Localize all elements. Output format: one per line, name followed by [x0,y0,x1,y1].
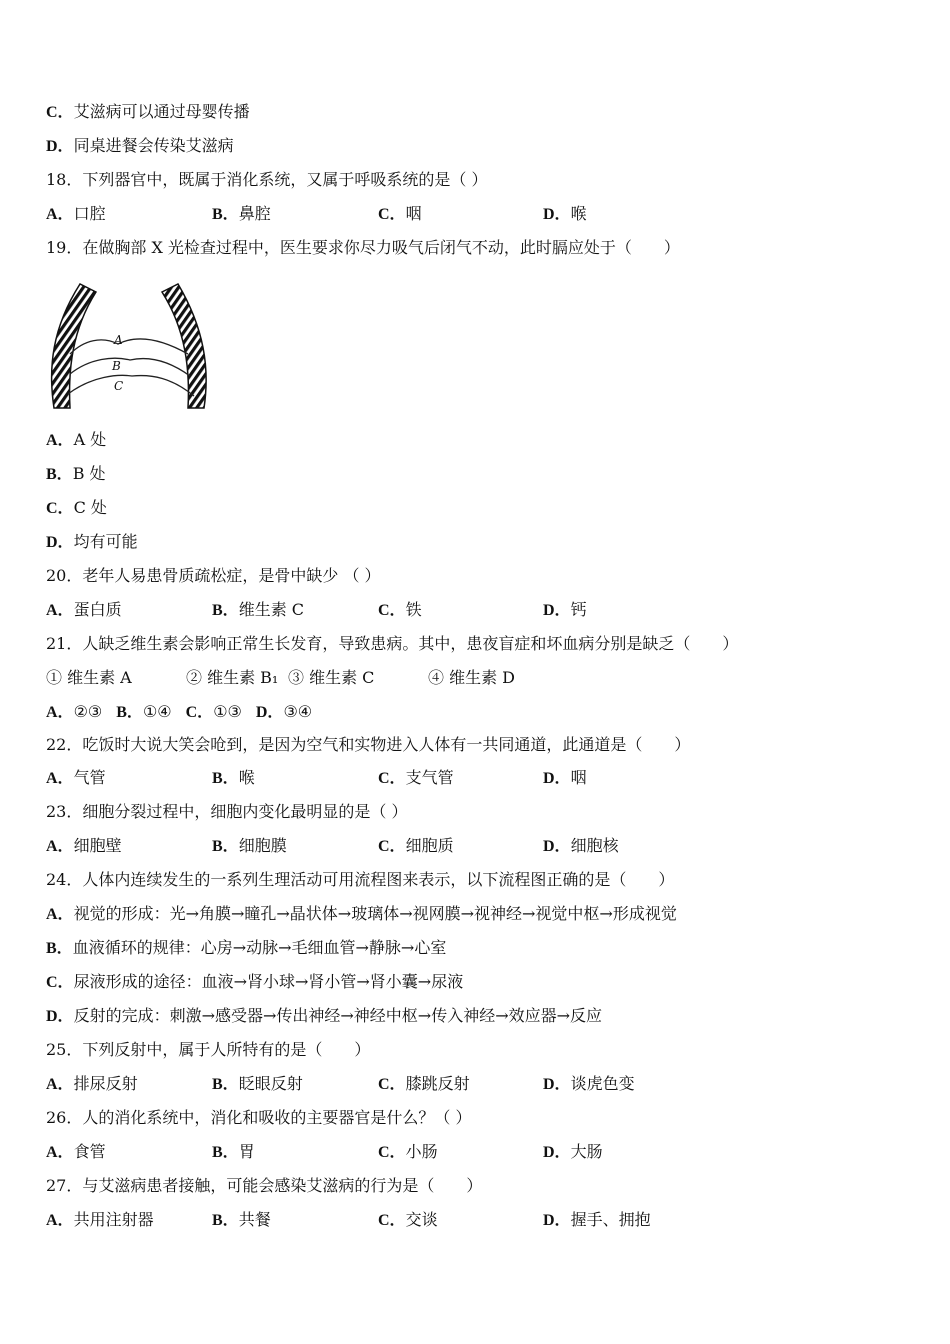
q21-item-2: ② 维生素 B₁ [186,668,279,687]
q25-option-b: B．眨眼反射 [212,1074,303,1093]
thorax-diaphragm-figure [44,278,214,413]
q23-option-a: A．细胞壁 [46,836,122,855]
q23-option-b: B．细胞膜 [212,836,287,855]
q18-stem: 18．下列器官中，既属于消化系统，又属于呼吸系统的是（ ） [46,170,488,189]
q24-option-c: C．尿液形成的途径：血液→肾小球→肾小管→肾小囊→尿液 [46,972,464,991]
q27-option-b: B．共餐 [212,1210,271,1229]
diaphragm-line-c [68,375,194,396]
q19-option-d: D．均有可能 [46,532,138,551]
q21-stem: 21．人缺乏维生素会影响正常生长发育，导致患病。其中，患夜盲症和坏血病分别是缺乏（ ） [46,634,739,653]
q20-option-b: B．维生素 C [212,600,305,619]
q25-option-d: D．谈虎色变 [543,1074,635,1093]
q27-option-a: A．共用注射器 [46,1210,154,1229]
q27-stem: 27．与艾滋病患者接触，可能会感染艾滋病的行为是（ ） [46,1176,483,1195]
q18-option-b: B．鼻腔 [212,204,271,223]
figure-label-a: A [114,333,123,347]
q17-option-c: C．艾滋病可以通过母婴传播 [46,102,250,121]
q27-option-d: D．握手、拥抱 [543,1210,651,1229]
q21-option-a: A．②③ [46,702,103,721]
q22-stem: 22．吃饭时大说大笑会呛到，是因为空气和实物进入人体有一共同通道，此通道是（ ） [46,735,691,754]
figure-label-c: C [114,379,124,393]
q21-item-1: ① 维生素 A [46,668,132,687]
q21-option-c: C．①③ [185,702,242,721]
q17-option-d: D．同桌进餐会传染艾滋病 [46,136,234,155]
q21-item-3: ③ 维生素 C [288,668,375,687]
q25-option-a: A．排尿反射 [46,1074,138,1093]
q25-stem: 25．下列反射中，属于人所特有的是（ ） [46,1040,371,1059]
q19-option-b: B．B 处 [46,464,106,483]
q18-option-c: C．咽 [378,204,422,223]
q20-option-a: A．蛋白质 [46,600,122,619]
q21-option-b: B．①④ [116,702,172,721]
q19-stem: 19．在做胸部 X 光检查过程中，医生要求你尽力吸气后闭气不动，此时膈应处于（ ） [46,238,680,257]
q23-option-c: C．细胞质 [378,836,454,855]
q24-stem: 24．人体内连续发生的一系列生理活动可用流程图来表示，以下流程图正确的是（ ） [46,870,675,889]
q21-option-d: D．③④ [255,702,313,721]
q24-option-b: B．血液循环的规律：心房→动脉→毛细血管→静脉→心室 [46,938,447,957]
q22-option-a: A．气管 [46,768,106,787]
q21-item-4: ④ 维生素 D [428,668,516,687]
diaphragm-line-a [70,339,188,354]
q20-option-d: D．钙 [543,600,587,619]
q23-stem: 23．细胞分裂过程中，细胞内变化最明显的是（ ） [46,802,408,821]
q20-stem: 20．老年人易患骨质疏松症，是骨中缺少 （ ） [46,566,381,585]
q26-option-b: B．胃 [212,1142,255,1161]
figure-label-b: B [112,359,121,373]
q20-option-c: C．铁 [378,600,422,619]
q22-option-b: B．喉 [212,768,255,787]
q19-option-c: C．C 处 [46,498,107,517]
q23-option-d: D．细胞核 [543,836,619,855]
q25-option-c: C．膝跳反射 [378,1074,470,1093]
q26-option-c: C．小肠 [378,1142,438,1161]
q24-option-a: A．视觉的形成：光→角膜→瞳孔→晶状体→玻璃体→视网膜→视神经→视觉中枢→形成视觉 [46,904,677,923]
diaphragm-line-b [70,358,190,376]
q26-option-d: D．大肠 [543,1142,603,1161]
q26-stem: 26．人的消化系统中，消化和吸收的主要器官是什么？（ ） [46,1108,472,1127]
q19-option-a: A．A 处 [46,430,107,449]
q24-option-d: D．反射的完成：刺激→感受器→传出神经→神经中枢→传入神经→效应器→反应 [46,1006,603,1025]
q26-option-a: A．食管 [46,1142,106,1161]
q22-option-d: D．咽 [543,768,587,787]
q22-option-c: C．支气管 [378,768,454,787]
q18-option-d: D．喉 [543,204,587,223]
q27-option-c: C．交谈 [378,1210,438,1229]
q18-option-a: A．口腔 [46,204,106,223]
q21-options [46,702,326,723]
